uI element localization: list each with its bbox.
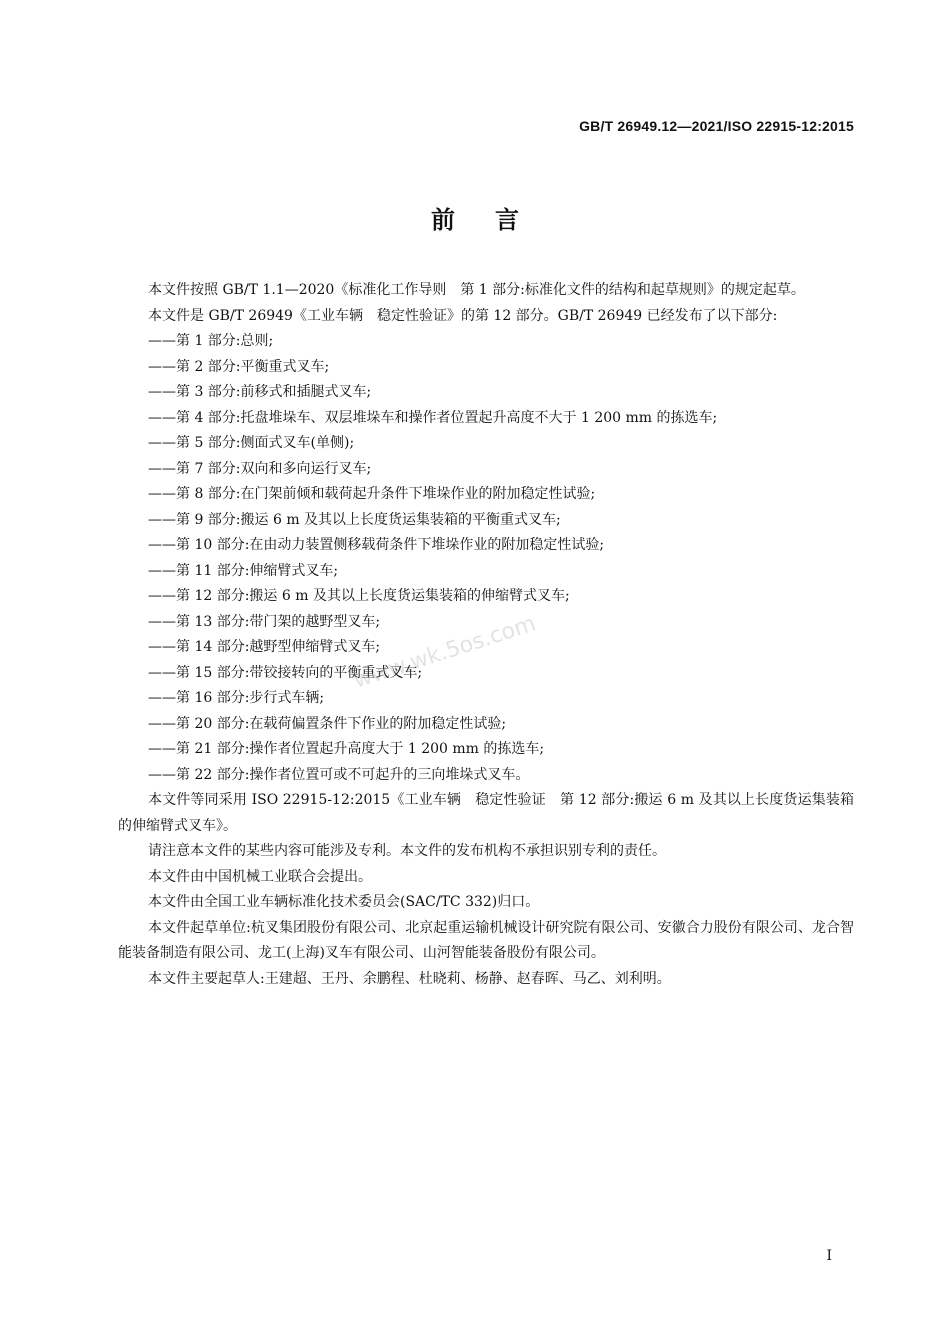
page-title: 前言 bbox=[431, 206, 559, 234]
list-item: ——第 12 部分:搬运 6 m 及其以上长度货运集装箱的伸缩臂式叉车; bbox=[148, 588, 570, 604]
parts-list bbox=[118, 329, 854, 788]
document-body bbox=[118, 278, 854, 992]
watermark: www.wk.5os.com bbox=[350, 611, 539, 694]
list-item: ——第 14 部分:越野型伸缩臂式叉车; bbox=[148, 639, 381, 655]
paragraph: 本文件主要起草人:王建超、王丹、余鹏程、杜晓莉、杨静、赵春晖、马乙、刘利明。 bbox=[148, 970, 671, 987]
list-item: ——第 16 部分:步行式车辆; bbox=[148, 690, 325, 706]
paragraph: 本文件等同采用 ISO 22915-12:2015《工业车辆 稳定性验证 第 12 部分:搬运 6 m 及其以上长度货运集装箱的伸缩臂式叉车》。 bbox=[118, 792, 854, 834]
paragraph: 本文件由中国机械工业联合会提出。 bbox=[148, 868, 372, 885]
paragraph: 本文件起草单位:杭叉集团股份有限公司、北京起重运输机械设计研究院有限公司、安徽合力股份有限公司、龙合智能装备制造有限公司、龙工(上海)叉车有限公司、山河智能装备股份有限公司。 bbox=[118, 919, 854, 961]
list-item: ——第 1 部分:总则; bbox=[148, 333, 274, 349]
list-item: ——第 15 部分:带铰接转向的平衡重式叉车; bbox=[148, 664, 423, 681]
list-item: ——第 5 部分:侧面式叉车(单侧); bbox=[148, 435, 355, 451]
list-item: ——第 4 部分:托盘堆垛车、双层堆垛车和操作者位置起升高度不大于 1 200 mm 的拣选车; bbox=[148, 409, 718, 426]
paragraph: 请注意本文件的某些内容可能涉及专利。本文件的发布机构不承担识别专利的责任。 bbox=[148, 843, 666, 859]
list-item: ——第 21 部分:操作者位置起升高度大于 1 200 mm 的拣选车; bbox=[148, 741, 545, 757]
list-item: ——第 3 部分:前移式和插腿式叉车; bbox=[148, 384, 372, 400]
list-item: ——第 8 部分:在门架前倾和载荷起升条件下堆垛作业的附加稳定性试验; bbox=[148, 486, 596, 502]
list-item: ——第 11 部分:伸缩臂式叉车; bbox=[148, 562, 339, 579]
list-item: ——第 22 部分:操作者位置可或不可起升的三向堆垛式叉车。 bbox=[148, 766, 530, 783]
paragraph: 本文件按照 GB/T 1.1—2020《标准化工作导则 第 1 部分:标准化文件的结构和起草规则》的规定起草。 bbox=[148, 282, 805, 298]
standard-code: GB/T 26949.12—2021/ISO 22915-12:2015 bbox=[579, 118, 854, 134]
list-item: ——第 10 部分:在由动力装置侧移载荷条件下堆垛作业的附加稳定性试验; bbox=[148, 537, 605, 553]
list-item: ——第 7 部分:双向和多向运行叉车; bbox=[148, 460, 372, 477]
paragraph: 本文件由全国工业车辆标准化技术委员会(SAC/TC 332)归口。 bbox=[148, 894, 540, 910]
list-item: ——第 9 部分:搬运 6 m 及其以上长度货运集装箱的平衡重式叉车; bbox=[148, 511, 561, 528]
page-number: I bbox=[826, 1248, 832, 1264]
list-item: ——第 20 部分:在载荷偏置条件下作业的附加稳定性试验; bbox=[148, 715, 507, 732]
paragraph: 本文件是 GB/T 26949《工业车辆 稳定性验证》的第 12 部分。GB/T 26949 已经发布了以下部分: bbox=[148, 307, 778, 324]
list-item: ——第 2 部分:平衡重式叉车; bbox=[148, 358, 330, 375]
list-item: ——第 13 部分:带门架的越野型叉车; bbox=[148, 613, 381, 630]
